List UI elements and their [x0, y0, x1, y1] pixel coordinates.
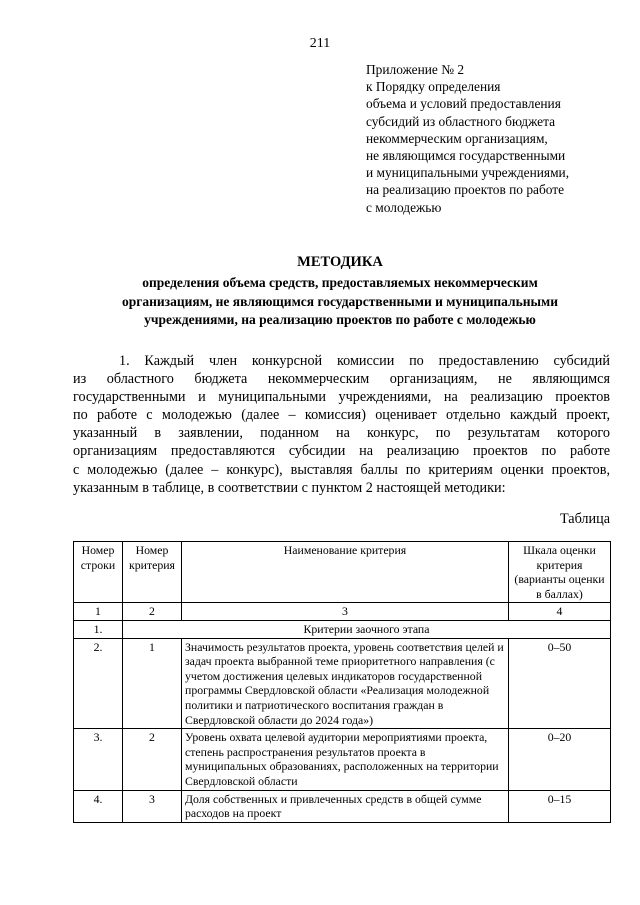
criterion-number: 3 [123, 790, 182, 822]
appendix-line: с молодежью [366, 199, 442, 215]
header-scale: Шкала оценки критерия (варианты оценки в баллах) [509, 542, 611, 603]
table-row [74, 638, 611, 729]
paragraph-line: указанным в таблице, в соответствии с пунктом 2 настоящей методики: [73, 479, 506, 496]
document-title [60, 253, 620, 330]
title-sub-line: организациям, не являющимся государственными и муниципальными [121, 293, 559, 309]
paragraph-1 [73, 352, 610, 497]
criterion-scale: 0–50 [509, 638, 611, 729]
row-number: 2. [74, 638, 123, 729]
paragraph-line: государственными и муниципальными учреждениями, на реализацию проектов [73, 389, 610, 406]
criteria-table [73, 541, 611, 823]
column-number: 2 [123, 603, 182, 621]
row-number: 3. [74, 729, 123, 790]
row-number: 1. [74, 620, 123, 638]
criterion-number: 1 [123, 638, 182, 729]
paragraph-line: 1. Каждый член конкурсной комиссии по предоставлению субсидий [119, 353, 610, 369]
criterion-scale: 0–15 [509, 790, 611, 822]
header-criterion-number: Номер критерия [123, 542, 182, 603]
column-numbering-row [74, 603, 611, 621]
title-sub-line: учреждениями, на реализацию проектов по работе с молодежью [144, 312, 536, 327]
criterion-name: Значимость результатов проекта, уровень соответствия целей и задач проекта выбранной теме приоритетного направления (с учетом достижения целевых индикаторов государственной программы Свердловской области «Реализация молодежной политики и патриотического воспитания граждан в Свердловской области до 2024 года») [182, 638, 509, 729]
appendix-note [366, 61, 634, 216]
appendix-line: и муниципальными учреждениями, [366, 165, 570, 181]
criterion-name: Уровень охвата целевой аудитории мероприятиями проекта, степень распространения результатов проекта в муниципальных образованиях, расположенных на территории Свердловской области [182, 729, 509, 790]
table-row [74, 790, 611, 822]
paragraph-line: организациям предоставляются субсидии на реализацию проектов по работе [73, 443, 610, 460]
row-number: 4. [74, 790, 123, 822]
column-number: 4 [509, 603, 611, 621]
appendix-line: на реализацию проектов по работе [366, 182, 565, 198]
criterion-scale: 0–20 [509, 729, 611, 790]
table-header-row [74, 542, 611, 603]
appendix-line: субсидий из областного бюджета [366, 113, 556, 129]
section-row [74, 620, 611, 638]
section-label: Критерии заочного этапа [123, 620, 611, 638]
title-sub-line: определения объема средств, предоставляемых некоммерческим [142, 275, 538, 290]
column-number: 1 [74, 603, 123, 621]
appendix-line: Приложение № 2 [366, 62, 465, 77]
header-row-number: Номер строки [74, 542, 123, 603]
paragraph-line: по работе с молодежью (далее – комиссия) оценивает отдельно каждый проект, [73, 407, 610, 424]
appendix-line: не являющимся государственными [366, 148, 566, 164]
appendix-line: к Порядку определения [366, 79, 501, 95]
criterion-name: Доля собственных и привлеченных средств в общей сумме расходов на проект [182, 790, 509, 822]
column-number: 3 [182, 603, 509, 621]
title-main: МЕТОДИКА [297, 254, 383, 270]
table-row [74, 729, 611, 790]
paragraph-line: с молодежью (далее – конкурс), выставляя баллы по критериям оценки проектов, [73, 461, 610, 478]
paragraph-line: указанный в заявлении, поданном на конкурс, по результатам которого [73, 425, 610, 442]
appendix-line: некоммерческим организациям, [366, 130, 548, 146]
table-caption: Таблица [559, 511, 610, 527]
appendix-line: объема и условий предоставления [366, 96, 561, 112]
criterion-number: 2 [123, 729, 182, 790]
page-number: 211 [309, 36, 331, 51]
paragraph-line: из областного бюджета некоммерческим организациям, не являющимся [73, 371, 610, 388]
header-criterion-name: Наименование критерия [182, 542, 509, 603]
